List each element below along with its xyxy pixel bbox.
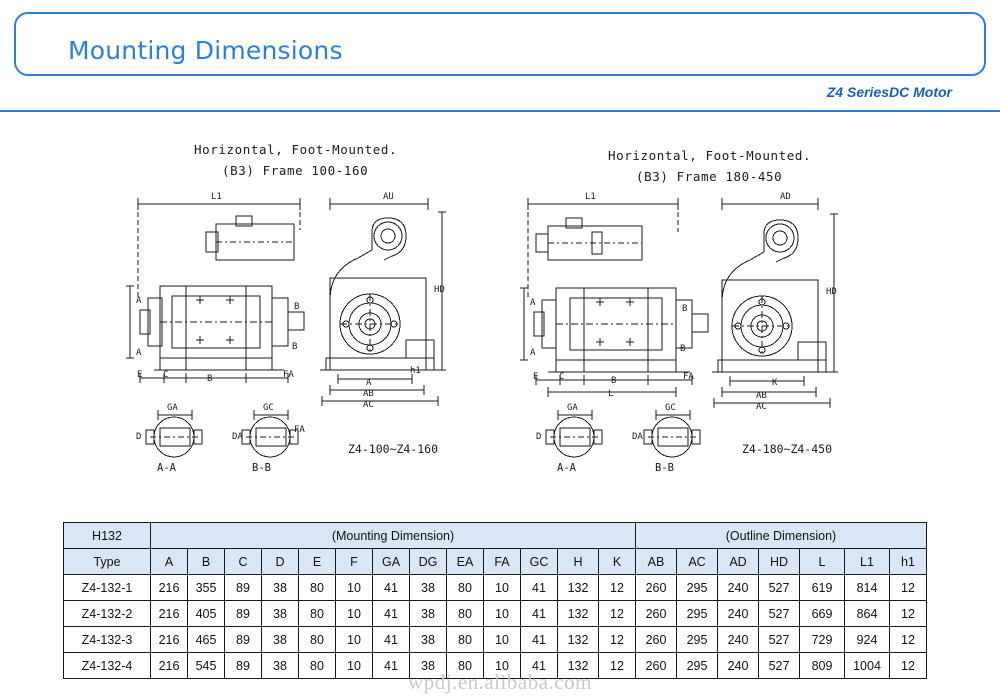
right-dim-B: B xyxy=(611,376,617,386)
cell-FA: 10 xyxy=(484,601,521,627)
cell-H: 132 xyxy=(558,575,599,601)
right-dim-B-right: B xyxy=(682,304,688,314)
cell-AC: 295 xyxy=(677,575,718,601)
col-GC: GC xyxy=(521,549,558,575)
cell-D: 38 xyxy=(262,627,299,653)
col-A: A xyxy=(151,549,188,575)
cell-EA: 80 xyxy=(447,575,484,601)
cell-E: 80 xyxy=(299,575,336,601)
cell-A: 216 xyxy=(151,653,188,679)
col-type: Type xyxy=(64,549,151,575)
watermark-text: wpdj.en.alibaba.com xyxy=(408,670,592,694)
dimension-table xyxy=(63,522,927,679)
right-model-label: Z4-180~Z4-450 xyxy=(742,442,833,456)
table-row xyxy=(64,627,927,653)
header-divider xyxy=(0,110,1000,112)
cell-EA: 80 xyxy=(447,627,484,653)
cell-D: 38 xyxy=(262,653,299,679)
cell-H: 132 xyxy=(558,653,599,679)
cell-AD: 240 xyxy=(718,627,759,653)
left-dim-B-right: B xyxy=(294,302,300,312)
cell-K: 12 xyxy=(599,601,636,627)
cell-L: 809 xyxy=(800,653,845,679)
cell-AB: 260 xyxy=(636,601,677,627)
cell-EA: 80 xyxy=(447,653,484,679)
cell-HD: 527 xyxy=(759,653,800,679)
cell-L: 619 xyxy=(800,575,845,601)
left-dim-E: E xyxy=(137,370,143,380)
cell-AB: 260 xyxy=(636,627,677,653)
cell-FA: 10 xyxy=(484,627,521,653)
cell-C: 89 xyxy=(225,653,262,679)
cell-AB: 260 xyxy=(636,653,677,679)
table-body xyxy=(64,575,927,679)
cell-B: 355 xyxy=(188,575,225,601)
cell-AD: 240 xyxy=(718,601,759,627)
left-dim-FA: FA xyxy=(283,370,294,380)
cell-E: 80 xyxy=(299,601,336,627)
col-B: B xyxy=(188,549,225,575)
col-AB: AB xyxy=(636,549,677,575)
left-dim-h1: h1 xyxy=(410,366,421,376)
cell-EA: 80 xyxy=(447,601,484,627)
col-DG: DG xyxy=(410,549,447,575)
cell-AC: 295 xyxy=(677,653,718,679)
right-dim-L: L xyxy=(608,389,614,399)
right-dim-E: E xyxy=(533,372,539,382)
col-EA: EA xyxy=(447,549,484,575)
cell-K: 12 xyxy=(599,653,636,679)
left-dim-A-bottom: A xyxy=(136,348,142,358)
col-H: H xyxy=(558,549,599,575)
cell-HD: 527 xyxy=(759,601,800,627)
cell-AB: 260 xyxy=(636,575,677,601)
cell-B: 405 xyxy=(188,601,225,627)
cell-F: 10 xyxy=(336,653,373,679)
col-E: E xyxy=(299,549,336,575)
cell-D: 38 xyxy=(262,601,299,627)
table-row xyxy=(64,601,927,627)
cell-L1: 924 xyxy=(845,627,890,653)
right-section-bb-label: B-B xyxy=(655,462,674,474)
table-row xyxy=(64,575,927,601)
cell-GC: 41 xyxy=(521,653,558,679)
cell-h1: 12 xyxy=(890,653,927,679)
cell-GA: 41 xyxy=(373,575,410,601)
cell-GC: 41 xyxy=(521,575,558,601)
cell-GC: 41 xyxy=(521,601,558,627)
cell-L: 669 xyxy=(800,601,845,627)
cell-type: Z4-132-2 xyxy=(64,601,151,627)
left-caption-line2: (B3) Frame 100-160 xyxy=(222,163,369,178)
right-dim-GC: GC xyxy=(665,403,676,413)
right-dim-HD: HD xyxy=(826,287,837,297)
cell-H: 132 xyxy=(558,601,599,627)
left-dim-C: C xyxy=(163,370,169,380)
col-h1: h1 xyxy=(890,549,927,575)
left-dim-AB: AB xyxy=(363,389,374,399)
cell-D: 38 xyxy=(262,575,299,601)
left-dim-GA: GA xyxy=(167,403,178,413)
col-L1: L1 xyxy=(845,549,890,575)
right-dim-GA: GA xyxy=(567,403,578,413)
cell-C: 89 xyxy=(225,601,262,627)
right-dim-A-bottom: A xyxy=(530,348,536,358)
cell-K: 12 xyxy=(599,575,636,601)
left-dim-L1: L1 xyxy=(211,192,222,202)
left-section-aa-label: A-A xyxy=(157,462,176,474)
right-dim-FA: FA xyxy=(683,372,694,382)
right-dim-A-top: A xyxy=(530,298,536,308)
cell-type: Z4-132-1 xyxy=(64,575,151,601)
col-FA: FA xyxy=(484,549,521,575)
cell-L1: 1004 xyxy=(845,653,890,679)
left-model-label: Z4-100~Z4-160 xyxy=(348,442,439,456)
table-corner-cell: H132 xyxy=(64,523,151,549)
cell-A: 216 xyxy=(151,575,188,601)
cell-DG: 38 xyxy=(410,575,447,601)
left-dim-B: B xyxy=(207,374,213,384)
cell-GC: 41 xyxy=(521,627,558,653)
cell-type: Z4-132-4 xyxy=(64,653,151,679)
series-label: Z4 SeriesDC Motor xyxy=(826,84,952,100)
page-title: Mounting Dimensions xyxy=(68,36,343,65)
left-dim-B-low: B xyxy=(292,342,298,352)
cell-E: 80 xyxy=(299,627,336,653)
col-AC: AC xyxy=(677,549,718,575)
cell-HD: 527 xyxy=(759,627,800,653)
cell-GA: 41 xyxy=(373,601,410,627)
left-dim-A-base: A xyxy=(366,378,372,388)
col-K: K xyxy=(599,549,636,575)
cell-GA: 41 xyxy=(373,627,410,653)
cell-AD: 240 xyxy=(718,653,759,679)
col-AD: AD xyxy=(718,549,759,575)
cell-H: 132 xyxy=(558,627,599,653)
cell-A: 216 xyxy=(151,601,188,627)
left-section-bb-label: B-B xyxy=(252,462,271,474)
right-dim-B-low: B xyxy=(680,344,686,354)
cell-A: 216 xyxy=(151,627,188,653)
left-dim-DA: DA xyxy=(232,432,243,442)
right-dim-C: C xyxy=(559,372,565,382)
right-caption-line1: Horizontal, Foot-Mounted. xyxy=(608,148,812,163)
cell-FA: 10 xyxy=(484,575,521,601)
cell-K: 12 xyxy=(599,627,636,653)
cell-GA: 41 xyxy=(373,653,410,679)
col-GA: GA xyxy=(373,549,410,575)
col-HD: HD xyxy=(759,549,800,575)
right-dim-K: K xyxy=(772,378,778,388)
cell-E: 80 xyxy=(299,653,336,679)
cell-L1: 864 xyxy=(845,601,890,627)
cell-DG: 38 xyxy=(410,627,447,653)
right-dim-L1: L1 xyxy=(585,192,596,202)
table-column-header-row xyxy=(64,549,927,575)
right-caption-line2: (B3) Frame 180-450 xyxy=(636,169,783,184)
cell-F: 10 xyxy=(336,575,373,601)
cell-AC: 295 xyxy=(677,601,718,627)
col-L: L xyxy=(800,549,845,575)
left-dim-FA2: FA xyxy=(294,425,305,435)
col-D: D xyxy=(262,549,299,575)
right-dim-D: D xyxy=(536,432,542,442)
cell-DG: 38 xyxy=(410,653,447,679)
cell-F: 10 xyxy=(336,601,373,627)
cell-L: 729 xyxy=(800,627,845,653)
cell-type: Z4-132-3 xyxy=(64,627,151,653)
col-F: F xyxy=(336,549,373,575)
cell-B: 465 xyxy=(188,627,225,653)
left-dim-AC: AC xyxy=(363,400,374,410)
left-dim-HD: HD xyxy=(434,285,445,295)
table-group-mounting: (Mounting Dimension) xyxy=(151,523,636,549)
table-group-header-row xyxy=(64,523,927,549)
right-dim-DA: DA xyxy=(632,432,643,442)
cell-C: 89 xyxy=(225,627,262,653)
left-dim-AU: AU xyxy=(383,192,394,202)
right-dim-AC: AC xyxy=(756,402,767,412)
left-dim-A-top: A xyxy=(136,296,142,306)
cell-L1: 814 xyxy=(845,575,890,601)
col-C: C xyxy=(225,549,262,575)
cell-AC: 295 xyxy=(677,627,718,653)
cell-B: 545 xyxy=(188,653,225,679)
right-section-aa-label: A-A xyxy=(557,462,576,474)
cell-h1: 12 xyxy=(890,627,927,653)
left-caption-line1: Horizontal, Foot-Mounted. xyxy=(194,142,398,157)
cell-C: 89 xyxy=(225,575,262,601)
cell-HD: 527 xyxy=(759,575,800,601)
right-dim-AB: AB xyxy=(756,391,767,401)
cell-h1: 12 xyxy=(890,575,927,601)
right-dim-AD: AD xyxy=(780,192,791,202)
table-group-outline: (Outline Dimension) xyxy=(636,523,927,549)
cell-h1: 12 xyxy=(890,601,927,627)
cell-DG: 38 xyxy=(410,601,447,627)
cell-AD: 240 xyxy=(718,575,759,601)
left-dim-GC: GC xyxy=(263,403,274,413)
left-dim-D: D xyxy=(136,432,142,442)
cell-FA: 10 xyxy=(484,653,521,679)
cell-F: 10 xyxy=(336,627,373,653)
